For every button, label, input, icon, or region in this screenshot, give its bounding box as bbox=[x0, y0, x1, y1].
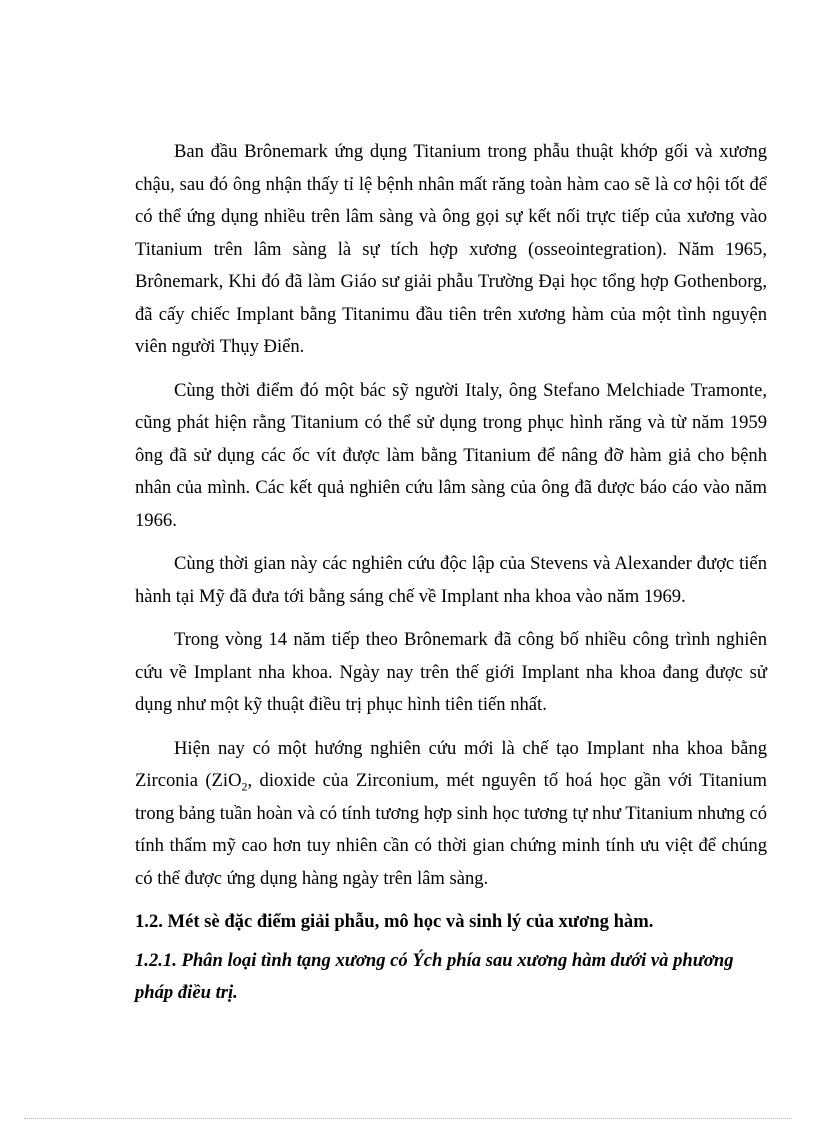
subsection-heading: 1.2.1. Phân loại tình tạng xương có Ých phía sau xương hàm dưới và phương pháp điều trị. bbox=[135, 949, 734, 1003]
paragraph-stevens-alexander: Cùng thời gian này các nghiên cứu độc lập của Stevens và Alexander được tiến hành tại Mỹ đã đưa tới bằng sáng chế về Implant nha khoa vào năm 1969. bbox=[135, 553, 767, 607]
zirconia-text-before: Hiện nay có một hướng nghiên cứu mới là chế tạo Implant nha khoa bằng Zirconia (ZiO bbox=[135, 737, 767, 791]
zirconia-subscript: 2 bbox=[241, 779, 248, 794]
zirconia-text-after: , dioxide của Zirconium, mét nguyên tố hoá học gần với Titanium trong bảng tuần hoàn và có tính tương hợp sinh học tương tự như Titanium nhưng có tính thẩm mỹ cao hơn tuy nhiên cần có thời gian chứng minh tính ưu việt để chúng có thể được ứng dụng hàng ngày trên lâm sàng. bbox=[135, 770, 767, 889]
paragraph-zirconia bbox=[135, 733, 767, 896]
page-bottom-divider bbox=[24, 1118, 792, 1119]
paragraph-branemark-titanium: Ban đầu Brônemark ứng dụng Titanium trong phẫu thuật khớp gối và xương chậu, sau đó ông nhận thấy tỉ lệ bệnh nhân mất răng toàn hàm cao sẽ là cơ hội tốt để có thể ứng dụng nhiều trên lâm sàng và ông gọi sự kết nối trực tiếp của xương vào Titanium trên lâm sàng là sự tích hợp xương (osseointegration). Năm 1965, Brônemark, Khi đó đã làm Giáo sư giải phẫu Trường Đại học tổng hợp Gothenborg, đã cấy chiếc Implant bằng Titanimu đầu tiên trên xương hàm của một tình nguyện viên người Thụy Điển. bbox=[135, 141, 767, 357]
section-heading: 1.2. Mét sè đặc điểm giải phẫu, mô học và sinh lý của xương hàm. bbox=[135, 911, 654, 932]
paragraph-tramonte-italy: Cùng thời điểm đó một bác sỹ người Italy, ông Stefano Melchiade Tramonte, cũng phát hiện rằng Titanium có thể sử dụng trong phục hình răng và từ năm 1959 ông đã sử dụng các ốc vít được làm bằng Titanium để nâng đỡ hàm giả cho bệnh nhân của mình. Các kết quả nghiên cứu lâm sàng của ông đã được báo cáo vào năm 1966. bbox=[135, 379, 767, 531]
paragraph-implant-today: Trong vòng 14 năm tiếp theo Brônemark đã công bố nhiều công trình nghiên cứu về Implant nha khoa. Ngày nay trên thế giới Implant nha khoa đang được sử dụng như một kỹ thuật điều trị phục hình tiên tiến nhất. bbox=[135, 629, 767, 715]
document-page bbox=[135, 136, 767, 1010]
